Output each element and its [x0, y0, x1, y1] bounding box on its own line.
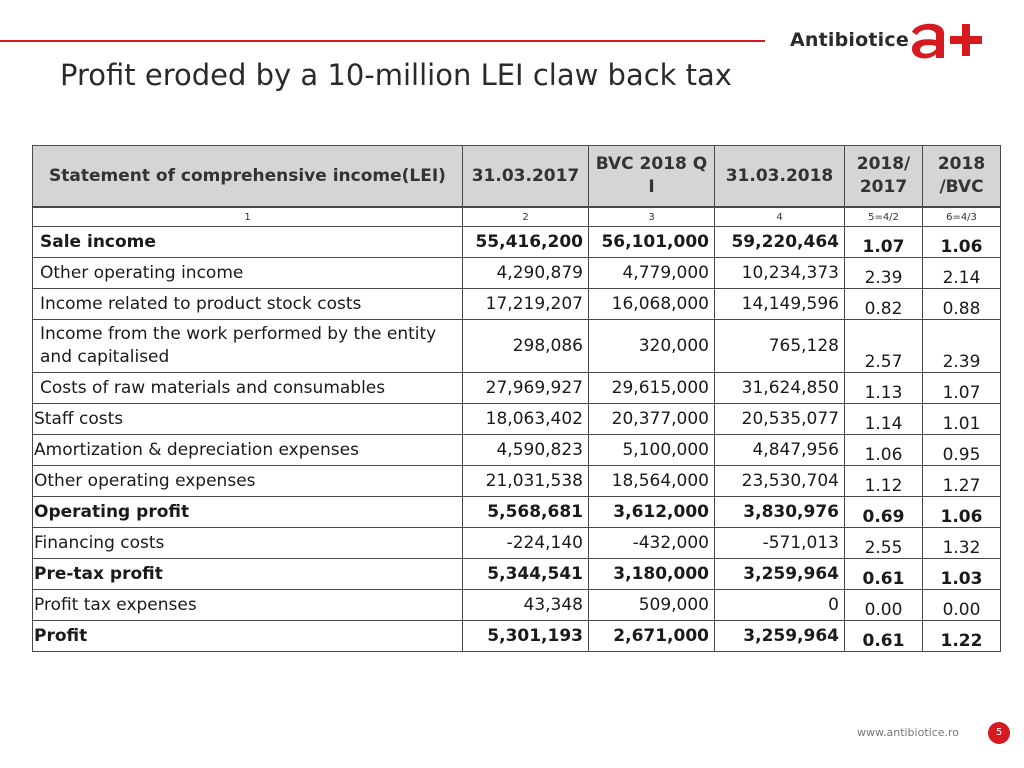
row-label: Profit tax expenses [33, 590, 463, 621]
ratio-2018-bvc: 0.00 [923, 590, 1001, 621]
row-label: Amortization & depreciation expenses [33, 435, 463, 466]
ratio-2018-bvc: 1.27 [923, 466, 1001, 497]
ratio-2018-2017: 0.82 [845, 289, 923, 320]
value-bvc: 4,779,000 [589, 258, 715, 289]
value-2018: -571,013 [715, 528, 845, 559]
value-2017: 18,063,402 [463, 404, 589, 435]
value-bvc: 5,100,000 [589, 435, 715, 466]
column-index: 2 [463, 207, 589, 227]
value-2018: 31,624,850 [715, 373, 845, 404]
column-index: 4 [715, 207, 845, 227]
ratio-2018-bvc: 1.01 [923, 404, 1001, 435]
ratio-2018-bvc: 1.06 [923, 227, 1001, 258]
row-label: Costs of raw materials and consumables [33, 373, 463, 404]
value-bvc: 16,068,000 [589, 289, 715, 320]
value-2018: 765,128 [715, 320, 845, 373]
value-bvc: 2,671,000 [589, 621, 715, 652]
table-row [33, 258, 1001, 289]
ratio-2018-bvc: 2.14 [923, 258, 1001, 289]
value-2018: 59,220,464 [715, 227, 845, 258]
row-label: Sale income [33, 227, 463, 258]
value-bvc: 3,612,000 [589, 497, 715, 528]
page-number-badge: 5 [988, 722, 1010, 744]
table-row [33, 404, 1001, 435]
table-header-row [33, 146, 1001, 208]
table-row [33, 466, 1001, 497]
page-title: Profit eroded by a 10-million LEI claw back tax [60, 58, 732, 92]
ratio-2018-2017: 1.14 [845, 404, 923, 435]
table-row [33, 320, 1001, 373]
column-index-row [33, 207, 1001, 227]
ratio-2018-2017: 0.00 [845, 590, 923, 621]
table-row [33, 497, 1001, 528]
row-label: Staff costs [33, 404, 463, 435]
ratio-2018-bvc: 1.32 [923, 528, 1001, 559]
value-2018: 3,259,964 [715, 559, 845, 590]
value-2018: 3,830,976 [715, 497, 845, 528]
value-2017: 298,086 [463, 320, 589, 373]
ratio-2018-2017: 1.13 [845, 373, 923, 404]
value-bvc: 18,564,000 [589, 466, 715, 497]
ratio-2018-2017: 2.55 [845, 528, 923, 559]
value-2017: -224,140 [463, 528, 589, 559]
footer-website-link[interactable]: www.antibiotice.ro [857, 726, 960, 739]
header-bvc-2018-q1: BVC 2018 Q I [589, 146, 715, 208]
value-2018: 4,847,956 [715, 435, 845, 466]
value-2018: 0 [715, 590, 845, 621]
value-2017: 43,348 [463, 590, 589, 621]
value-bvc: 56,101,000 [589, 227, 715, 258]
value-bvc: 29,615,000 [589, 373, 715, 404]
ratio-2018-2017: 2.39 [845, 258, 923, 289]
ratio-2018-2017: 0.61 [845, 621, 923, 652]
brand-name: Antibiotice [790, 29, 909, 51]
row-label: Other operating expenses [33, 466, 463, 497]
row-label: Operating profit [33, 497, 463, 528]
table-row [33, 621, 1001, 652]
ratio-2018-bvc: 1.22 [923, 621, 1001, 652]
column-index: 3 [589, 207, 715, 227]
column-index: 5=4/2 [845, 207, 923, 227]
ratio-2018-2017: 0.61 [845, 559, 923, 590]
value-2017: 5,568,681 [463, 497, 589, 528]
value-bvc: 509,000 [589, 590, 715, 621]
table-row [33, 289, 1001, 320]
ratio-2018-bvc: 0.88 [923, 289, 1001, 320]
table-row [33, 559, 1001, 590]
value-2018: 20,535,077 [715, 404, 845, 435]
row-label: Other operating income [33, 258, 463, 289]
row-label: Pre-tax profit [33, 559, 463, 590]
income-statement-table [32, 145, 1001, 652]
table-row [33, 435, 1001, 466]
header-31-03-2017: 31.03.2017 [463, 146, 589, 208]
value-2017: 17,219,207 [463, 289, 589, 320]
ratio-2018-bvc: 1.06 [923, 497, 1001, 528]
row-label: Income from the work performed by the entity and capitalised [33, 320, 463, 373]
value-2017: 55,416,200 [463, 227, 589, 258]
value-2017: 21,031,538 [463, 466, 589, 497]
ratio-2018-bvc: 1.03 [923, 559, 1001, 590]
ratio-2018-bvc: 1.07 [923, 373, 1001, 404]
ratio-2018-bvc: 2.39 [923, 320, 1001, 373]
column-index: 6=4/3 [923, 207, 1001, 227]
a-plus-logo-icon [908, 18, 984, 62]
value-bvc: -432,000 [589, 528, 715, 559]
value-2017: 5,344,541 [463, 559, 589, 590]
header-label: Statement of comprehensive income(LEI) [33, 146, 463, 208]
table-row [33, 590, 1001, 621]
ratio-2018-2017: 0.69 [845, 497, 923, 528]
ratio-2018-2017: 1.12 [845, 466, 923, 497]
ratio-2018-2017: 2.57 [845, 320, 923, 373]
value-bvc: 320,000 [589, 320, 715, 373]
column-index: 1 [33, 207, 463, 227]
value-2018: 23,530,704 [715, 466, 845, 497]
brand-logo [790, 18, 990, 66]
value-2017: 4,290,879 [463, 258, 589, 289]
value-2017: 5,301,193 [463, 621, 589, 652]
table-row [33, 373, 1001, 404]
value-bvc: 3,180,000 [589, 559, 715, 590]
value-2018: 14,149,596 [715, 289, 845, 320]
row-label: Income related to product stock costs [33, 289, 463, 320]
value-2018: 3,259,964 [715, 621, 845, 652]
ratio-2018-2017: 1.06 [845, 435, 923, 466]
header-ratio-2018-bvc: 2018 /BVC [923, 146, 1001, 208]
ratio-2018-2017: 1.07 [845, 227, 923, 258]
value-2017: 4,590,823 [463, 435, 589, 466]
value-2017: 27,969,927 [463, 373, 589, 404]
header-31-03-2018: 31.03.2018 [715, 146, 845, 208]
table-row [33, 528, 1001, 559]
row-label: Financing costs [33, 528, 463, 559]
value-2018: 10,234,373 [715, 258, 845, 289]
table-row [33, 227, 1001, 258]
ratio-2018-bvc: 0.95 [923, 435, 1001, 466]
header-accent-line [0, 40, 765, 42]
header-ratio-2018-2017: 2018/ 2017 [845, 146, 923, 208]
row-label: Profit [33, 621, 463, 652]
value-bvc: 20,377,000 [589, 404, 715, 435]
